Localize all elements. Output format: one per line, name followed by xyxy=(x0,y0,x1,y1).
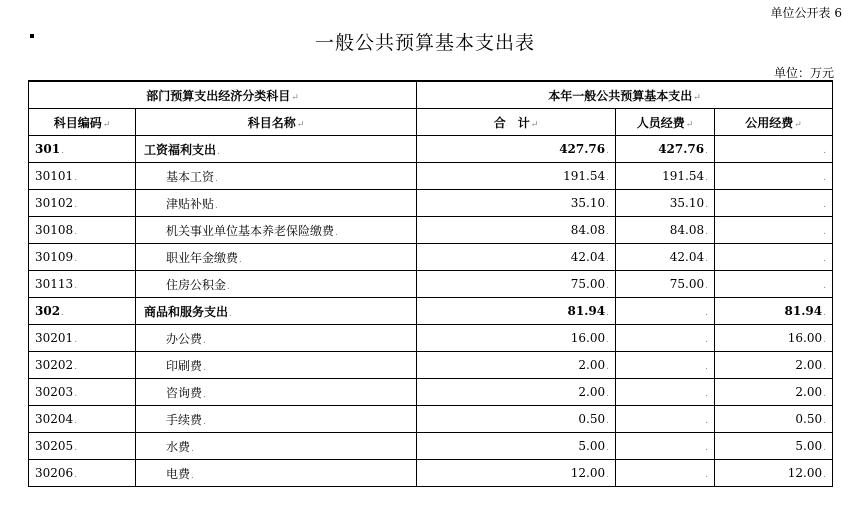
cell-total-text: 191.54 xyxy=(563,169,606,183)
cell-name: 基本工资. xyxy=(136,163,417,190)
cell-name: 办公费. xyxy=(136,325,417,352)
cell-public-text: 81.94 xyxy=(784,304,823,318)
cell-name: 工资福利支出. xyxy=(136,136,417,163)
cell-code-text: 302 xyxy=(35,304,61,318)
cell-code-text: 301 xyxy=(35,142,61,156)
cell-name: 咨询费. xyxy=(136,379,417,406)
cell-name-text: 职业年金缴费 xyxy=(166,250,239,265)
cell-public: . xyxy=(715,190,833,217)
cell-name-text: 办公费 xyxy=(166,331,203,346)
cell-code-text: 30201 xyxy=(35,331,74,345)
cell-total: 2.00. xyxy=(417,379,616,406)
cell-personnel-text: 427.76 xyxy=(658,142,705,156)
cell-total-text: 75.00 xyxy=(570,277,606,291)
cell-personnel: 75.00. xyxy=(616,271,715,298)
cell-code-text: 30205 xyxy=(35,439,74,453)
cell-code-text: 30109 xyxy=(35,250,74,264)
cell-total-text: 427.76 xyxy=(559,142,606,156)
cell-personnel: . xyxy=(616,433,715,460)
table-row xyxy=(29,244,833,271)
cell-public-text: 5.00 xyxy=(795,439,823,453)
cell-name: 津贴补贴. xyxy=(136,190,417,217)
cell-code: 30108. xyxy=(29,217,136,244)
cell-name-text: 咨询费 xyxy=(166,385,203,400)
cell-name: 印刷费. xyxy=(136,352,417,379)
cell-personnel: . xyxy=(616,406,715,433)
table-row xyxy=(29,433,833,460)
cell-personnel: . xyxy=(616,298,715,325)
cell-code-text: 30203 xyxy=(35,385,74,399)
cell-name: 电费. xyxy=(136,460,417,487)
cell-public-text: 12.00 xyxy=(787,466,823,480)
cell-code: 30109. xyxy=(29,244,136,271)
header-code: 科目编码↵ xyxy=(29,109,136,136)
cell-public: 16.00. xyxy=(715,325,833,352)
budget-table xyxy=(28,80,833,487)
cell-personnel-text: 191.54 xyxy=(662,169,705,183)
cell-total-text: 12.00 xyxy=(570,466,606,480)
cell-total-text: 84.08 xyxy=(570,223,606,237)
cell-code-text: 30108 xyxy=(35,223,74,237)
cell-public: 2.00. xyxy=(715,352,833,379)
cell-public-text: 2.00 xyxy=(795,385,823,399)
cell-total: 12.00. xyxy=(417,460,616,487)
cell-total: 2.00. xyxy=(417,352,616,379)
cell-public-text: 0.50 xyxy=(795,412,823,426)
cell-name-text: 印刷费 xyxy=(166,358,203,373)
unit-label: 单位：万元 xyxy=(773,66,834,80)
page-title: 一般公共预算基本支出表 xyxy=(314,32,535,54)
cell-personnel: 35.10. xyxy=(616,190,715,217)
cell-public: 12.00. xyxy=(715,460,833,487)
cell-name-text: 水费 xyxy=(166,439,191,454)
cell-code: 30101. xyxy=(29,163,136,190)
table-row xyxy=(29,136,833,163)
table-row xyxy=(29,460,833,487)
cell-total: 42.04. xyxy=(417,244,616,271)
cell-public: 2.00. xyxy=(715,379,833,406)
cell-name: 机关事业单位基本养老保险缴费. xyxy=(136,217,417,244)
cell-personnel-text: 84.08 xyxy=(669,223,705,237)
cell-personnel: 84.08. xyxy=(616,217,715,244)
table-row xyxy=(29,217,833,244)
table-row xyxy=(29,406,833,433)
cell-name: 手续费. xyxy=(136,406,417,433)
table-row xyxy=(29,298,833,325)
table-row xyxy=(29,325,833,352)
budget-table-container xyxy=(28,80,832,487)
cell-public-text: 16.00 xyxy=(787,331,823,345)
cell-total-text: 2.00 xyxy=(578,358,606,372)
cell-name: 商品和服务支出. xyxy=(136,298,417,325)
cell-personnel: . xyxy=(616,352,715,379)
cell-personnel: . xyxy=(616,325,715,352)
cell-total-text: 16.00 xyxy=(570,331,606,345)
cell-public: . xyxy=(715,244,833,271)
table-row xyxy=(29,271,833,298)
cell-name-text: 住房公积金 xyxy=(166,277,227,292)
cell-personnel-text: 35.10 xyxy=(669,196,705,210)
cell-public: 0.50. xyxy=(715,406,833,433)
cell-code: 301. xyxy=(29,136,136,163)
cell-code-text: 30202 xyxy=(35,358,74,372)
table-row xyxy=(29,190,833,217)
cell-total: 75.00. xyxy=(417,271,616,298)
cell-code-text: 30113 xyxy=(35,277,74,291)
cell-name-text: 工资福利支出 xyxy=(144,142,217,157)
cell-total-text: 42.04 xyxy=(570,250,606,264)
cell-total-text: 81.94 xyxy=(567,304,606,318)
cell-public: . xyxy=(715,136,833,163)
header-personnel: 人员经费↵ xyxy=(616,109,715,136)
cell-personnel: . xyxy=(616,379,715,406)
cell-name-text: 津贴补贴 xyxy=(166,196,215,211)
cell-name-text: 手续费 xyxy=(166,412,203,427)
cell-public: . xyxy=(715,271,833,298)
cell-name: 职业年金缴费. xyxy=(136,244,417,271)
cell-total: 191.54. xyxy=(417,163,616,190)
cell-code-text: 30204 xyxy=(35,412,74,426)
cell-name-text: 电费 xyxy=(166,466,191,481)
header-row-columns xyxy=(29,109,833,136)
cell-public: . xyxy=(715,163,833,190)
cell-code: 30206. xyxy=(29,460,136,487)
table-row xyxy=(29,352,833,379)
cell-code: 30203. xyxy=(29,379,136,406)
cell-personnel: 427.76. xyxy=(616,136,715,163)
header-public: 公用经费↵ xyxy=(715,109,833,136)
header-total: 合 计↵ xyxy=(417,109,616,136)
header-group-left: 部门预算支出经济分类科目↵ xyxy=(29,81,417,109)
cell-code: 30204. xyxy=(29,406,136,433)
cell-public-text: 2.00 xyxy=(795,358,823,372)
cell-name-text: 商品和服务支出 xyxy=(144,304,229,319)
header-name: 科目名称↵ xyxy=(136,109,417,136)
cell-total: 35.10. xyxy=(417,190,616,217)
cell-personnel: 42.04. xyxy=(616,244,715,271)
cell-total-text: 35.10 xyxy=(570,196,606,210)
cell-code-text: 30101 xyxy=(35,169,74,183)
cell-total: 16.00. xyxy=(417,325,616,352)
cell-total: 81.94. xyxy=(417,298,616,325)
cell-code-text: 30102 xyxy=(35,196,74,210)
header-row-group xyxy=(29,81,833,109)
cell-code: 302. xyxy=(29,298,136,325)
table-row xyxy=(29,163,833,190)
cell-personnel-text: 42.04 xyxy=(669,250,705,264)
cell-code: 30113. xyxy=(29,271,136,298)
cell-total-text: 0.50 xyxy=(578,412,606,426)
cell-total: 5.00. xyxy=(417,433,616,460)
cell-total: 0.50. xyxy=(417,406,616,433)
cell-total: 427.76. xyxy=(417,136,616,163)
cell-name: 住房公积金. xyxy=(136,271,417,298)
cell-name: 水费. xyxy=(136,433,417,460)
cell-code: 30201. xyxy=(29,325,136,352)
cell-public: . xyxy=(715,217,833,244)
cell-public: 5.00. xyxy=(715,433,833,460)
cell-name-text: 基本工资 xyxy=(166,169,215,184)
cell-total: 84.08. xyxy=(417,217,616,244)
cell-total-text: 5.00 xyxy=(578,439,606,453)
header-group-right: 本年一般公共预算基本支出↵ xyxy=(417,81,833,109)
cell-personnel: 191.54. xyxy=(616,163,715,190)
page-tag: 单位公开表 6 xyxy=(770,6,842,20)
cell-personnel: . xyxy=(616,460,715,487)
cell-code-text: 30206 xyxy=(35,466,74,480)
cell-public: 81.94. xyxy=(715,298,833,325)
cell-total-text: 2.00 xyxy=(578,385,606,399)
cell-code: 30102. xyxy=(29,190,136,217)
cell-code: 30202. xyxy=(29,352,136,379)
cell-name-text: 机关事业单位基本养老保险缴费 xyxy=(166,223,335,238)
table-body xyxy=(29,136,833,487)
cell-code: 30205. xyxy=(29,433,136,460)
table-row xyxy=(29,379,833,406)
cell-personnel-text: 75.00 xyxy=(669,277,705,291)
